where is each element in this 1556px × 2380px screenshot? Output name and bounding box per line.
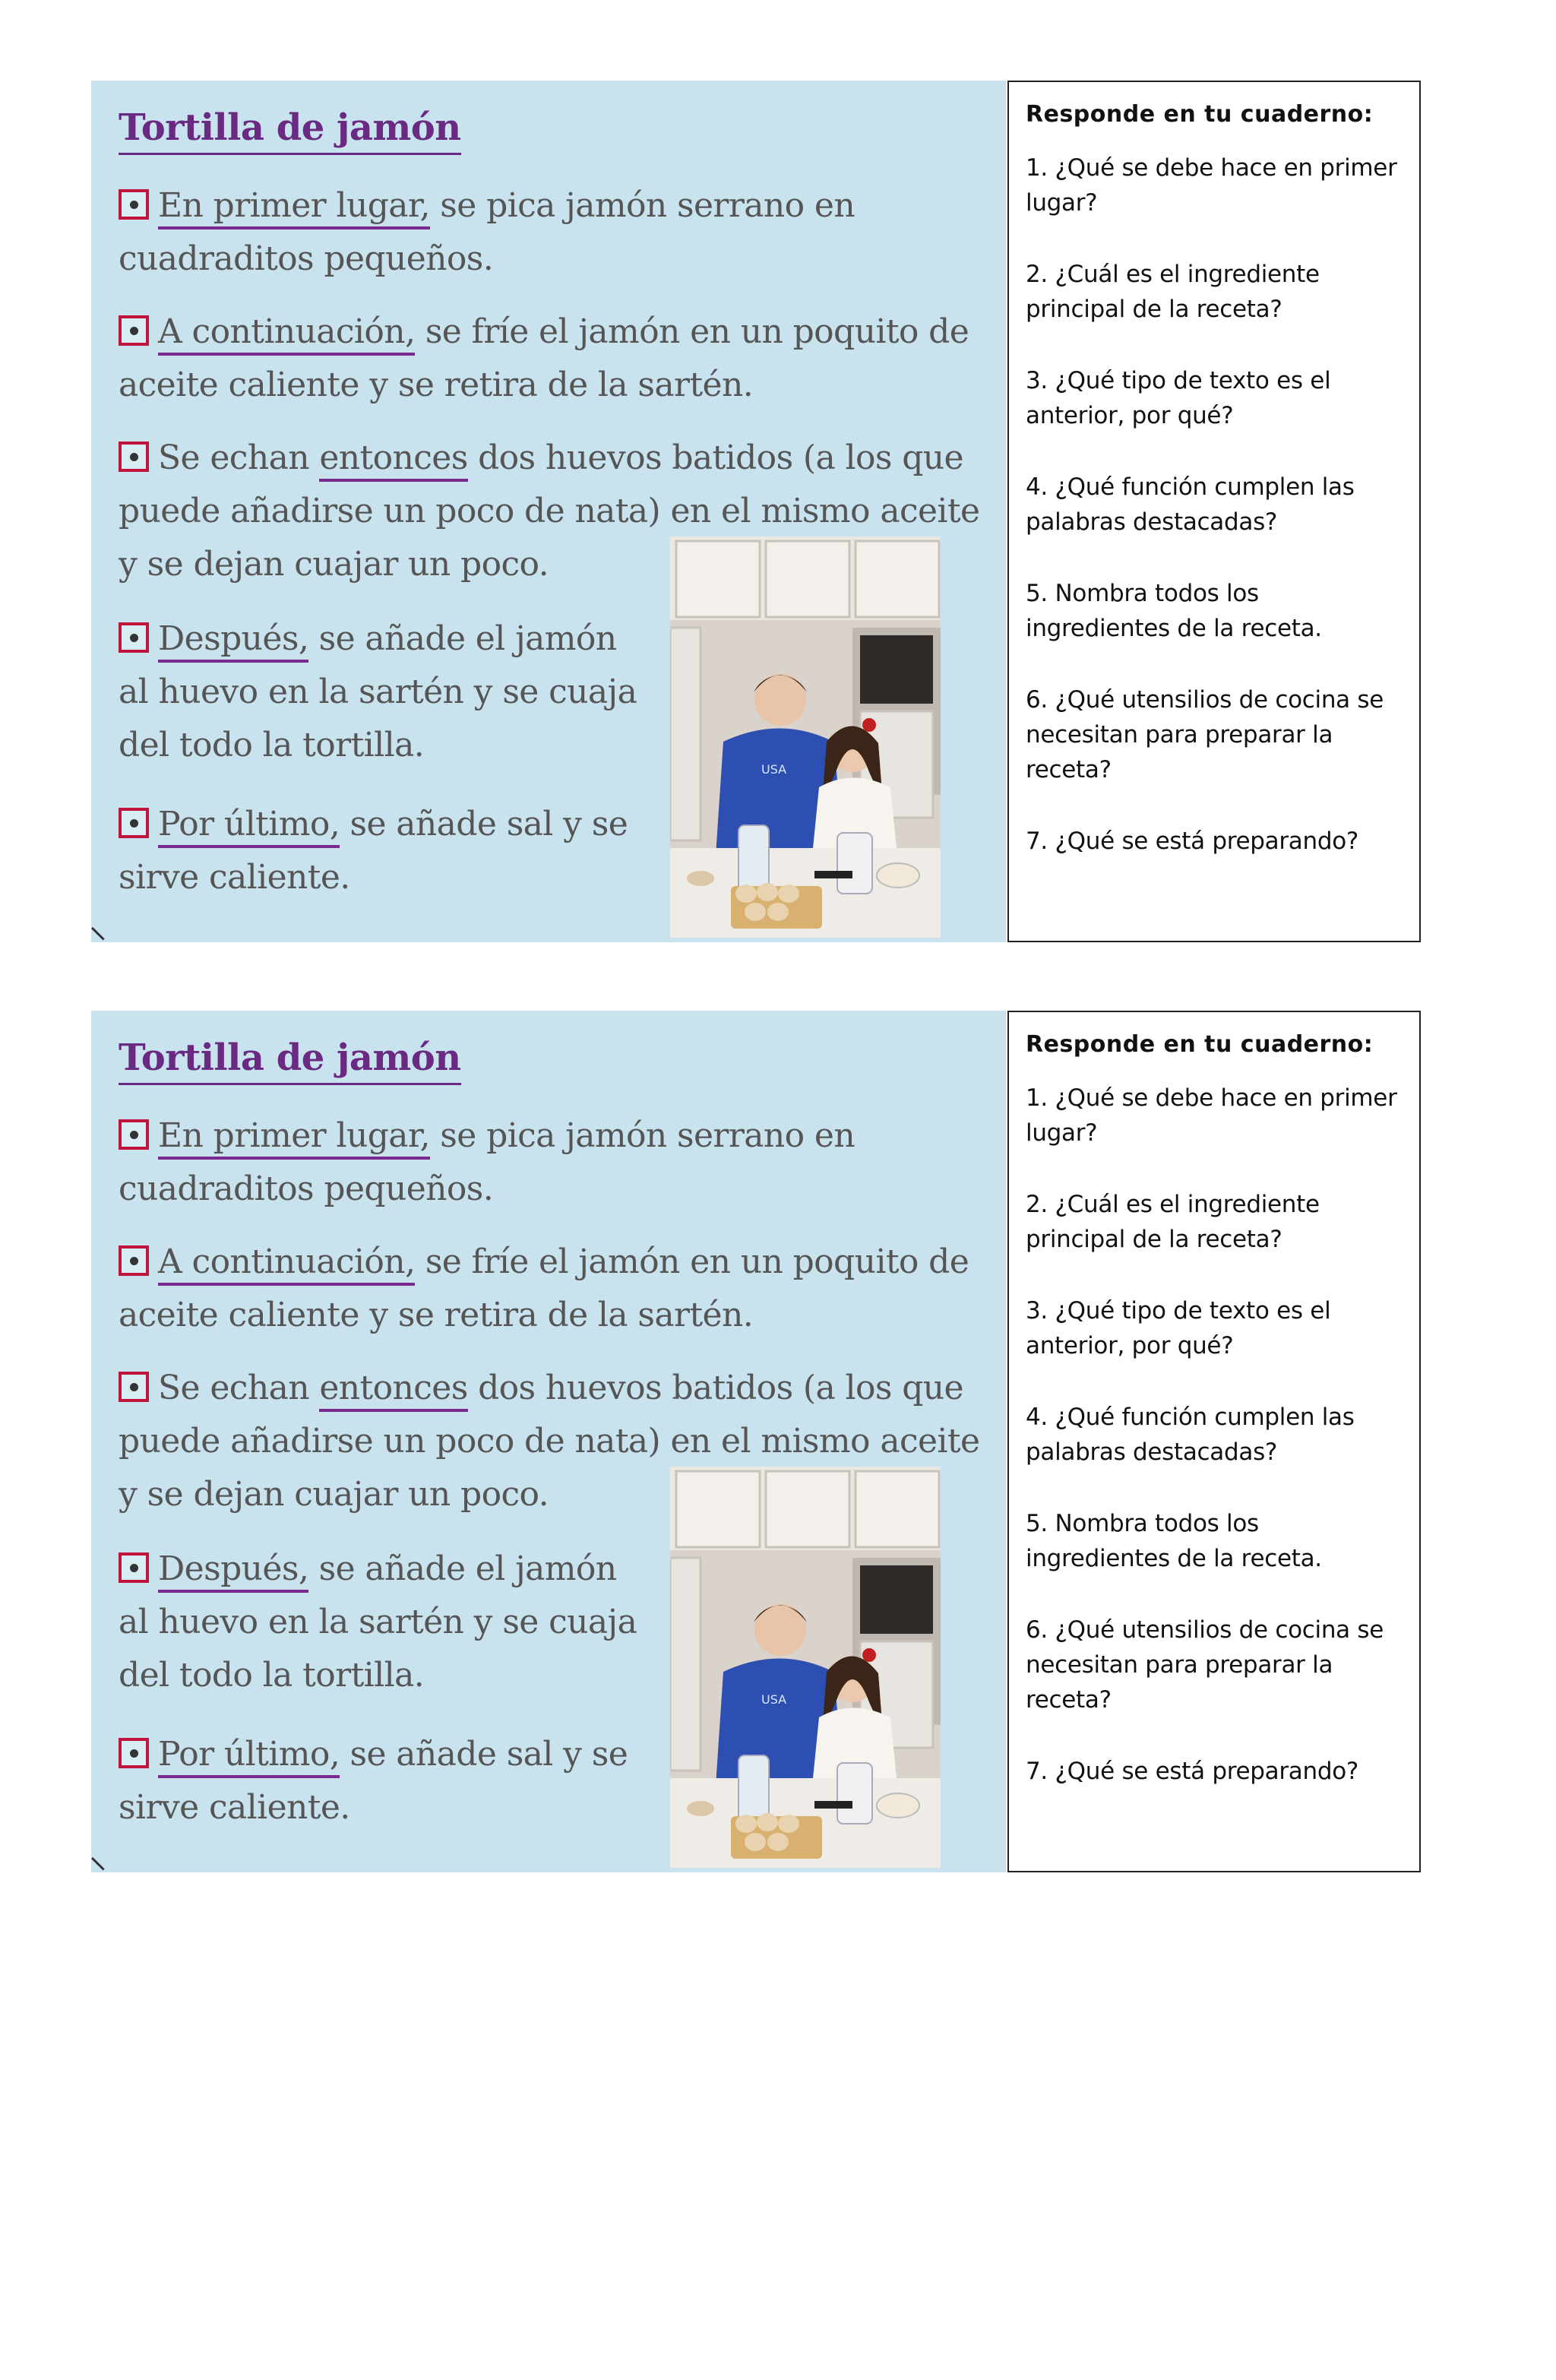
- question-item: 5. Nombra todos los ingredientes de la receta.: [1026, 1510, 1322, 1572]
- question-item: 7. ¿Qué se está preparando?: [1026, 1758, 1359, 1785]
- kitchen-photo: [670, 1467, 941, 1868]
- recipe-step-2: [119, 305, 992, 412]
- questions-heading: Responde en tu cuaderno:: [1026, 1031, 1374, 1058]
- question-item: 4. ¿Qué función cumplen las palabras destacadas?: [1026, 473, 1355, 536]
- worksheet-2: [0, 1011, 1556, 1877]
- boxed-dot-icon: [119, 1119, 149, 1150]
- boxed-dot-icon: [119, 442, 149, 472]
- recipe-step-1: [119, 179, 992, 286]
- question-item: 7. ¿Qué se está preparando?: [1026, 828, 1359, 855]
- question-item: 5. Nombra todos los ingredientes de la receta.: [1026, 580, 1322, 642]
- recipe-step-5: [119, 798, 650, 904]
- step-keyword: entonces: [319, 1369, 467, 1412]
- question-item: 3. ¿Qué tipo de texto es el anterior, por qué?: [1026, 367, 1331, 429]
- question-item: 2. ¿Cuál es el ingrediente principal de la receta?: [1026, 261, 1320, 323]
- svg-text:USA: USA: [761, 762, 787, 777]
- questions-heading: Responde en tu cuaderno:: [1026, 101, 1374, 128]
- boxed-dot-icon: [119, 1552, 149, 1583]
- svg-text:USA: USA: [761, 1692, 787, 1707]
- recipe-step-4: [119, 1543, 650, 1702]
- step-text: dos huevos batidos (a los que puede añadirse un poco de nata) en el mismo aceite y se dejan cuajar un poco.: [119, 438, 980, 584]
- step-text-before: Se echan: [158, 438, 320, 477]
- step-keyword: A continuación,: [158, 312, 415, 356]
- recipe-panel: [91, 1011, 1006, 1872]
- recipe-step-5: [119, 1728, 650, 1834]
- boxed-dot-icon: [119, 622, 149, 653]
- step-text: dos huevos batidos (a los que puede añadirse un poco de nata) en el mismo aceite y se dejan cuajar un poco.: [119, 1369, 980, 1514]
- kitchen-photo: [670, 536, 941, 938]
- step-text: se añade sal y se sirve caliente.: [119, 805, 628, 897]
- recipe-step-4: [119, 612, 650, 772]
- question-item: 2. ¿Cuál es el ingrediente principal de la receta?: [1026, 1191, 1320, 1253]
- boxed-dot-icon: [119, 1245, 149, 1276]
- step-text: se pica jamón serrano en cuadraditos pequeños.: [119, 1116, 855, 1208]
- recipe-panel: [91, 81, 1006, 942]
- recipe-step-1: [119, 1109, 992, 1216]
- recipe-title: Tortilla de jamón: [119, 106, 461, 149]
- step-keyword: Después,: [158, 1549, 308, 1593]
- question-item: 1. ¿Qué se debe hace en primer lugar?: [1026, 1084, 1397, 1147]
- step-text: se añade el jamón al huevo en la sartén y se cuaja del todo la tortilla.: [119, 619, 637, 764]
- step-keyword: Después,: [158, 619, 308, 663]
- recipe-step-2: [119, 1236, 992, 1342]
- step-text-before: Se echan: [158, 1369, 320, 1407]
- questions-list: [1026, 150, 1403, 859]
- boxed-dot-icon: [119, 808, 149, 838]
- worksheet-1: [0, 81, 1556, 947]
- boxed-dot-icon: [119, 189, 149, 220]
- step-keyword: En primer lugar,: [158, 1116, 430, 1160]
- boxed-dot-icon: [119, 1372, 149, 1402]
- step-text: se añade sal y se sirve caliente.: [119, 1735, 628, 1827]
- boxed-dot-icon: [119, 315, 149, 346]
- question-item: 6. ¿Qué utensilios de cocina se necesitan para preparar la receta?: [1026, 1616, 1384, 1714]
- step-keyword: Por último,: [158, 805, 340, 848]
- step-keyword: A continuación,: [158, 1242, 415, 1286]
- step-keyword: En primer lugar,: [158, 186, 430, 229]
- step-text: se fríe el jamón en un poquito de aceite caliente y se retira de la sartén.: [119, 1242, 969, 1334]
- recipe-title: Tortilla de jamón: [119, 1037, 461, 1079]
- questions-box: [1007, 1011, 1421, 1872]
- step-keyword: entonces: [319, 438, 467, 482]
- questions-list: [1026, 1081, 1403, 1789]
- question-item: 3. ¿Qué tipo de texto es el anterior, por qué?: [1026, 1297, 1331, 1359]
- question-item: 6. ¿Qué utensilios de cocina se necesitan para preparar la receta?: [1026, 686, 1384, 783]
- step-keyword: Por último,: [158, 1735, 340, 1778]
- boxed-dot-icon: [119, 1738, 149, 1768]
- question-item: 1. ¿Qué se debe hace en primer lugar?: [1026, 154, 1397, 217]
- question-item: 4. ¿Qué función cumplen las palabras destacadas?: [1026, 1404, 1355, 1466]
- step-text: se fríe el jamón en un poquito de aceite caliente y se retira de la sartén.: [119, 312, 969, 404]
- questions-box: [1007, 81, 1421, 942]
- step-text: se pica jamón serrano en cuadraditos pequeños.: [119, 186, 855, 278]
- step-text: se añade el jamón al huevo en la sartén y se cuaja del todo la tortilla.: [119, 1549, 637, 1695]
